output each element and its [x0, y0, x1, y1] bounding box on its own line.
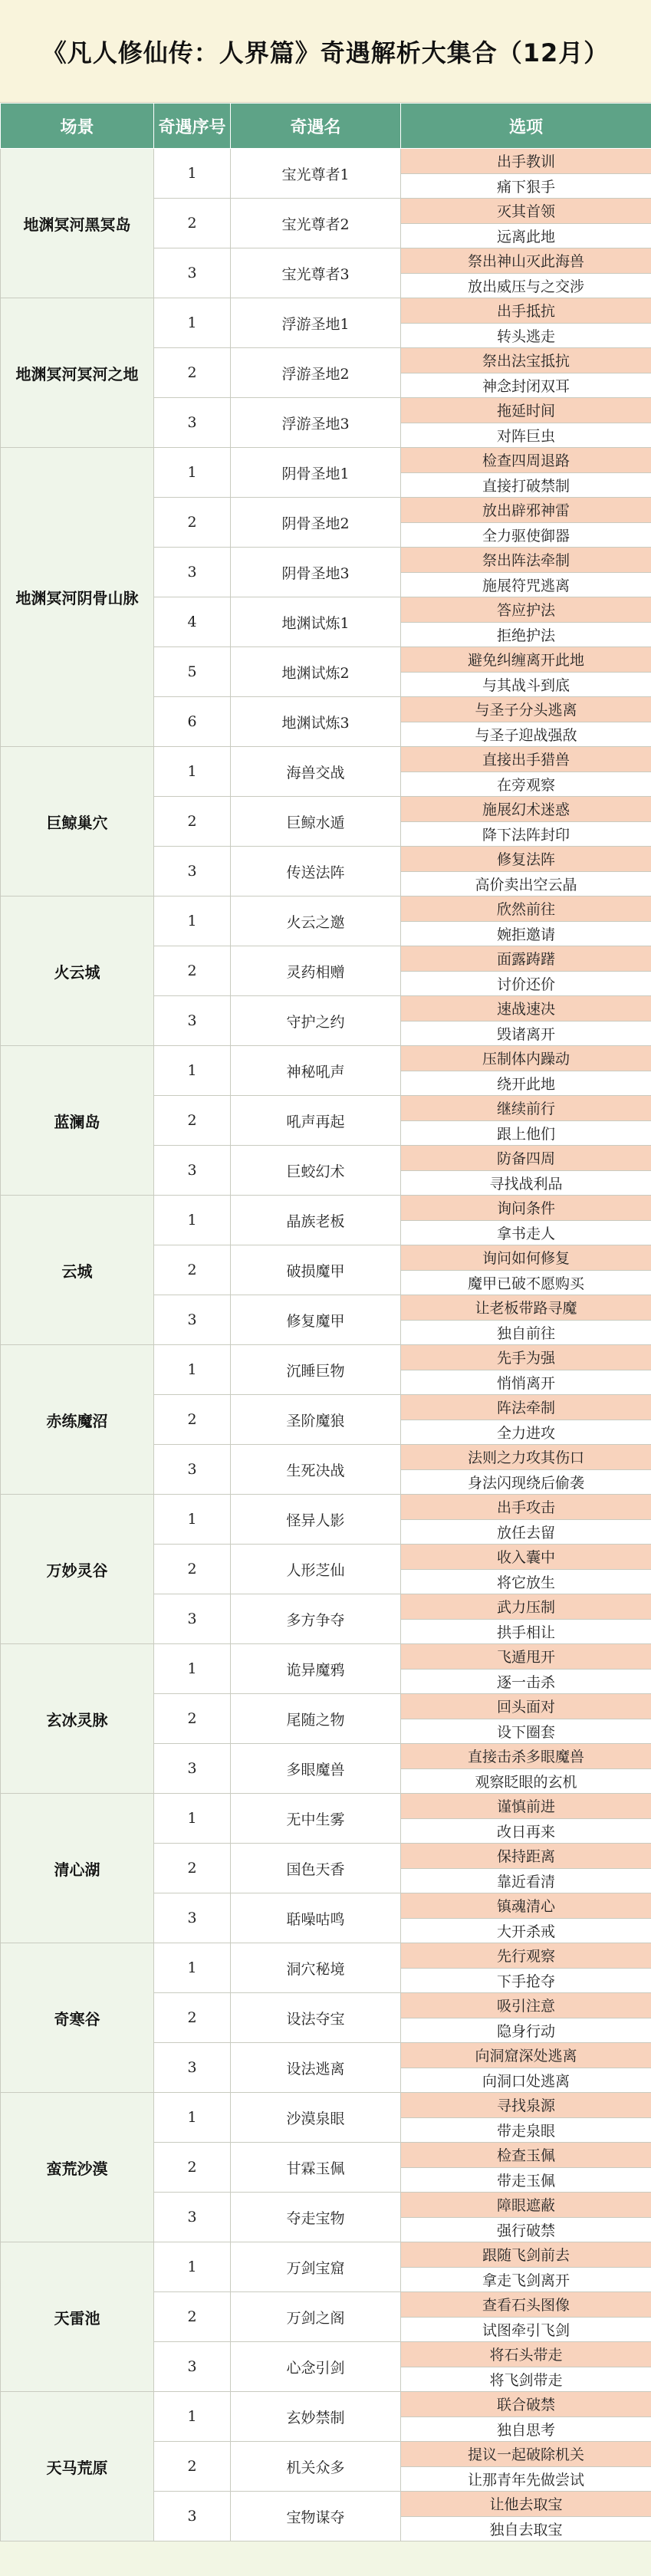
encounter-number-cell: 1 — [154, 2242, 231, 2292]
option-cell: 痛下狠手 — [401, 173, 651, 199]
header-scene: 场景 — [1, 104, 154, 149]
option-cell: 出手抵抗 — [401, 298, 651, 324]
encounter-name-cell: 人形芝仙 — [231, 1545, 401, 1594]
option-cell: 高价卖出空云晶 — [401, 871, 651, 897]
table-row — [1, 897, 651, 922]
option-cell: 拿书走人 — [401, 1220, 651, 1245]
encounter-name-cell: 设法逃离 — [231, 2043, 401, 2093]
header-encounter-number: 奇遇序号 — [154, 104, 231, 149]
encounter-name-cell: 地渊试炼1 — [231, 597, 401, 647]
encounter-name-cell: 夺走宝物 — [231, 2193, 401, 2242]
table-row — [1, 2093, 651, 2118]
scene-cell: 蓝澜岛 — [1, 1046, 154, 1196]
option-cell: 转头逃走 — [401, 323, 651, 348]
scene-cell: 地渊冥河阴骨山脉 — [1, 448, 154, 747]
encounter-number-cell: 1 — [154, 747, 231, 797]
option-cell: 欣然前往 — [401, 897, 651, 922]
table-row — [1, 2392, 651, 2417]
option-cell: 直接打破禁制 — [401, 472, 651, 498]
option-cell: 吸引注意 — [401, 1993, 651, 2018]
encounter-name-cell: 沙漠泉眼 — [231, 2093, 401, 2143]
table-row — [1, 448, 651, 473]
option-cell: 直接出手猎兽 — [401, 747, 651, 772]
option-cell: 放出辟邪神雷 — [401, 498, 651, 523]
option-cell: 提议一起破除机关 — [401, 2442, 651, 2467]
option-cell: 寻找战利品 — [401, 1170, 651, 1196]
encounter-number-cell: 2 — [154, 2442, 231, 2492]
encounter-name-cell: 吼声再起 — [231, 1096, 401, 1146]
option-cell: 速战速决 — [401, 996, 651, 1022]
encounter-name-cell: 聒噪咕鸣 — [231, 1893, 401, 1943]
encounter-number-cell: 3 — [154, 1594, 231, 1644]
encounter-name-cell: 晶族老板 — [231, 1196, 401, 1245]
encounter-number-cell: 1 — [154, 1196, 231, 1245]
option-cell: 向洞口处逃离 — [401, 2068, 651, 2093]
option-cell: 检查四周退路 — [401, 448, 651, 473]
encounter-number-cell: 2 — [154, 1694, 231, 1744]
option-cell: 法则之力攻其伤口 — [401, 1445, 651, 1470]
encounter-number-cell: 3 — [154, 2043, 231, 2093]
option-cell: 先行观察 — [401, 1943, 651, 1969]
option-cell: 将石头带走 — [401, 2342, 651, 2367]
table-row — [1, 298, 651, 324]
option-cell: 查看石头图像 — [401, 2292, 651, 2318]
encounter-number-cell: 3 — [154, 1146, 231, 1196]
option-cell: 将它放生 — [401, 1569, 651, 1594]
option-cell: 寻找泉源 — [401, 2093, 651, 2118]
option-cell: 拒绝护法 — [401, 622, 651, 647]
option-cell: 施展幻术迷惑 — [401, 797, 651, 822]
option-cell: 独自前往 — [401, 1320, 651, 1345]
encounter-number-cell: 1 — [154, 1794, 231, 1844]
header-encounter-name: 奇遇名 — [231, 104, 401, 149]
encounter-name-cell: 宝光尊者3 — [231, 248, 401, 298]
option-cell: 带走泉眼 — [401, 2117, 651, 2143]
scene-cell: 地渊冥河黑冥岛 — [1, 149, 154, 298]
option-cell: 出手教训 — [401, 149, 651, 174]
option-cell: 对阵巨虫 — [401, 423, 651, 448]
table-row — [1, 747, 651, 772]
encounter-number-cell: 3 — [154, 996, 231, 1046]
option-cell: 全力进攻 — [401, 1420, 651, 1445]
option-cell: 与圣子迎战强敌 — [401, 722, 651, 747]
option-cell: 试图牵引飞剑 — [401, 2317, 651, 2342]
scene-cell: 玄冰灵脉 — [1, 1644, 154, 1794]
option-cell: 全力驱使御器 — [401, 522, 651, 548]
encounter-name-cell: 多方争夺 — [231, 1594, 401, 1644]
encounter-number-cell: 1 — [154, 1943, 231, 1993]
option-cell: 出手攻击 — [401, 1495, 651, 1520]
option-cell: 避免纠缠离开此地 — [401, 647, 651, 673]
encounter-name-cell: 心念引剑 — [231, 2342, 401, 2392]
option-cell: 祭出神山灭此海兽 — [401, 248, 651, 274]
table-row — [1, 1495, 651, 1520]
header-options: 选项 — [401, 104, 651, 149]
encounter-name-cell: 修复魔甲 — [231, 1295, 401, 1345]
option-cell: 讨价还价 — [401, 971, 651, 996]
encounter-name-cell: 浮游圣地3 — [231, 398, 401, 448]
encounter-name-cell: 地渊试炼2 — [231, 647, 401, 697]
encounter-number-cell: 1 — [154, 2392, 231, 2442]
option-cell: 大开杀戒 — [401, 1918, 651, 1943]
scene-cell: 赤练魔沼 — [1, 1345, 154, 1495]
option-cell: 靠近看清 — [401, 1868, 651, 1893]
option-cell: 让那青年先做尝试 — [401, 2466, 651, 2492]
option-cell: 带走玉佩 — [401, 2167, 651, 2193]
option-cell: 与其战斗到底 — [401, 672, 651, 697]
encounter-name-cell: 多眼魔兽 — [231, 1744, 401, 1794]
encounter-number-cell: 2 — [154, 1844, 231, 1893]
option-cell: 独自去取宝 — [401, 2516, 651, 2541]
encounter-table — [0, 103, 651, 2541]
option-cell: 让他去取宝 — [401, 2492, 651, 2517]
option-cell: 防备四周 — [401, 1146, 651, 1171]
option-cell: 神念封闭双耳 — [401, 373, 651, 398]
encounter-number-cell: 2 — [154, 1096, 231, 1146]
option-cell: 将飞剑带走 — [401, 2367, 651, 2392]
encounter-number-cell: 3 — [154, 2492, 231, 2541]
option-cell: 绕开此地 — [401, 1071, 651, 1096]
encounter-number-cell: 3 — [154, 2342, 231, 2392]
option-cell: 直接击杀多眼魔兽 — [401, 1744, 651, 1769]
option-cell: 灭其首领 — [401, 199, 651, 224]
scene-cell: 云城 — [1, 1196, 154, 1345]
option-cell: 魔甲已破不愿购买 — [401, 1270, 651, 1295]
option-cell: 武力压制 — [401, 1594, 651, 1620]
encounter-number-cell: 2 — [154, 1395, 231, 1445]
encounter-number-cell: 2 — [154, 1545, 231, 1594]
option-cell: 拱手相让 — [401, 1619, 651, 1644]
table-header-row — [1, 104, 651, 149]
option-cell: 面露踌躇 — [401, 946, 651, 972]
encounter-name-cell: 国色天香 — [231, 1844, 401, 1893]
encounter-number-cell: 3 — [154, 847, 231, 897]
encounter-name-cell: 沉睡巨物 — [231, 1345, 401, 1395]
option-cell: 飞遁甩开 — [401, 1644, 651, 1670]
encounter-name-cell: 灵药相赠 — [231, 946, 401, 996]
table-row — [1, 1794, 651, 1819]
encounter-name-cell: 神秘吼声 — [231, 1046, 401, 1096]
scene-cell: 蛮荒沙漠 — [1, 2093, 154, 2242]
option-cell: 祭出法宝抵抗 — [401, 348, 651, 373]
encounter-name-cell: 阴骨圣地2 — [231, 498, 401, 548]
encounter-name-cell: 怪异人影 — [231, 1495, 401, 1545]
encounter-number-cell: 1 — [154, 1046, 231, 1096]
option-cell: 悄悄离开 — [401, 1370, 651, 1395]
encounter-name-cell: 宝光尊者2 — [231, 199, 401, 248]
option-cell: 观察眨眼的玄机 — [401, 1768, 651, 1794]
option-cell: 询问如何修复 — [401, 1245, 651, 1271]
scene-cell: 地渊冥河冥河之地 — [1, 298, 154, 448]
encounter-number-cell: 6 — [154, 697, 231, 747]
encounter-number-cell: 2 — [154, 1993, 231, 2043]
option-cell: 回头面对 — [401, 1694, 651, 1719]
option-cell: 收入囊中 — [401, 1545, 651, 1570]
option-cell: 答应护法 — [401, 597, 651, 623]
encounter-name-cell: 阴骨圣地1 — [231, 448, 401, 498]
table-row — [1, 1345, 651, 1370]
option-cell: 祭出阵法牵制 — [401, 548, 651, 573]
encounter-name-cell: 尾随之物 — [231, 1694, 401, 1744]
encounter-number-cell: 3 — [154, 1295, 231, 1345]
encounter-name-cell: 火云之邀 — [231, 897, 401, 946]
encounter-number-cell: 3 — [154, 548, 231, 597]
encounter-name-cell: 巨鲸水遁 — [231, 797, 401, 847]
scene-cell: 天雷池 — [1, 2242, 154, 2392]
encounter-number-cell: 3 — [154, 398, 231, 448]
encounter-name-cell: 机关众多 — [231, 2442, 401, 2492]
encounter-name-cell: 万剑之阁 — [231, 2292, 401, 2342]
encounter-name-cell: 甘霖玉佩 — [231, 2143, 401, 2193]
encounter-name-cell: 守护之约 — [231, 996, 401, 1046]
encounter-number-cell: 3 — [154, 1445, 231, 1495]
encounter-number-cell: 2 — [154, 1245, 231, 1295]
encounter-name-cell: 浮游圣地2 — [231, 348, 401, 398]
encounter-name-cell: 浮游圣地1 — [231, 298, 401, 348]
encounter-number-cell: 4 — [154, 597, 231, 647]
option-cell: 向洞窟深处逃离 — [401, 2043, 651, 2068]
encounter-name-cell: 巨蛟幻术 — [231, 1146, 401, 1196]
encounter-number-cell: 2 — [154, 199, 231, 248]
option-cell: 与圣子分头逃离 — [401, 697, 651, 722]
encounter-number-cell: 1 — [154, 2093, 231, 2143]
option-cell: 询问条件 — [401, 1196, 651, 1221]
encounter-name-cell: 宝物谋夺 — [231, 2492, 401, 2541]
page-title: 《凡人修仙传：人界篇》奇遇解析大集合（12月） — [41, 38, 610, 67]
encounter-number-cell: 1 — [154, 1345, 231, 1395]
encounter-name-cell: 宝光尊者1 — [231, 149, 401, 199]
option-cell: 强行破禁 — [401, 2217, 651, 2242]
encounter-number-cell: 1 — [154, 298, 231, 348]
encounter-number-cell: 2 — [154, 348, 231, 398]
encounter-name-cell: 海兽交战 — [231, 747, 401, 797]
table-row — [1, 2242, 651, 2268]
option-cell: 施展符咒逃离 — [401, 572, 651, 597]
encounter-name-cell: 圣阶魔狼 — [231, 1395, 401, 1445]
encounter-name-cell: 万剑宝窟 — [231, 2242, 401, 2292]
option-cell: 改日再来 — [401, 1818, 651, 1844]
option-cell: 拖延时间 — [401, 398, 651, 423]
option-cell: 障眼遮蔽 — [401, 2193, 651, 2218]
table-row — [1, 1943, 651, 1969]
option-cell: 下手抢夺 — [401, 1968, 651, 1993]
option-cell: 隐身行动 — [401, 2018, 651, 2043]
option-cell: 检查玉佩 — [401, 2143, 651, 2168]
option-cell: 谨慎前进 — [401, 1794, 651, 1819]
encounter-number-cell: 1 — [154, 897, 231, 946]
encounter-number-cell: 1 — [154, 149, 231, 199]
option-cell: 拿走飞剑离开 — [401, 2267, 651, 2292]
option-cell: 逐一击杀 — [401, 1669, 651, 1694]
option-cell: 远离此地 — [401, 223, 651, 248]
table-row — [1, 149, 651, 174]
option-cell: 压制体内躁动 — [401, 1046, 651, 1071]
option-cell: 联合破禁 — [401, 2392, 651, 2417]
scene-cell: 天马荒原 — [1, 2392, 154, 2541]
encounter-name-cell: 无中生雾 — [231, 1794, 401, 1844]
encounter-name-cell: 设法夺宝 — [231, 1993, 401, 2043]
table-row — [1, 1046, 651, 1071]
option-cell: 镇魂清心 — [401, 1893, 651, 1919]
encounter-number-cell: 5 — [154, 647, 231, 697]
encounter-number-cell: 2 — [154, 2143, 231, 2193]
scene-cell: 万妙灵谷 — [1, 1495, 154, 1644]
scene-cell: 清心湖 — [1, 1794, 154, 1943]
option-cell: 先手为强 — [401, 1345, 651, 1370]
encounter-number-cell: 3 — [154, 2193, 231, 2242]
table-row — [1, 1644, 651, 1670]
encounter-name-cell: 破损魔甲 — [231, 1245, 401, 1295]
option-cell: 在旁观察 — [401, 771, 651, 797]
encounter-number-cell: 2 — [154, 946, 231, 996]
encounter-number-cell: 1 — [154, 448, 231, 498]
option-cell: 修复法阵 — [401, 847, 651, 872]
encounter-name-cell: 洞穴秘境 — [231, 1943, 401, 1993]
option-cell: 设下圈套 — [401, 1719, 651, 1744]
option-cell: 放任去留 — [401, 1519, 651, 1545]
option-cell: 保持距离 — [401, 1844, 651, 1869]
option-cell: 阵法牵制 — [401, 1395, 651, 1420]
option-cell: 毁诸离开 — [401, 1021, 651, 1046]
encounter-number-cell: 3 — [154, 1744, 231, 1794]
option-cell: 跟随飞剑前去 — [401, 2242, 651, 2268]
option-cell: 让老板带路寻魔 — [401, 1295, 651, 1321]
scene-cell: 巨鲸巢穴 — [1, 747, 154, 897]
encounter-name-cell: 诡异魔鸦 — [231, 1644, 401, 1694]
encounter-name-cell: 地渊试炼3 — [231, 697, 401, 747]
table-body — [1, 149, 651, 2541]
scene-cell: 火云城 — [1, 897, 154, 1046]
option-cell: 继续前行 — [401, 1096, 651, 1121]
table-row — [1, 1196, 651, 1221]
encounter-name-cell: 阴骨圣地3 — [231, 548, 401, 597]
option-cell: 降下法阵封印 — [401, 821, 651, 847]
encounter-name-cell: 玄妙禁制 — [231, 2392, 401, 2442]
encounter-number-cell: 1 — [154, 1495, 231, 1545]
encounter-number-cell: 2 — [154, 498, 231, 548]
encounter-number-cell: 2 — [154, 2292, 231, 2342]
encounter-number-cell: 1 — [154, 1644, 231, 1694]
encounter-number-cell: 3 — [154, 1893, 231, 1943]
option-cell: 独自思考 — [401, 2416, 651, 2442]
encounter-name-cell: 生死决战 — [231, 1445, 401, 1495]
option-cell: 婉拒邀请 — [401, 921, 651, 946]
scene-cell: 奇寒谷 — [1, 1943, 154, 2093]
encounter-number-cell: 2 — [154, 797, 231, 847]
encounter-name-cell: 传送法阵 — [231, 847, 401, 897]
header — [0, 0, 651, 103]
encounter-number-cell: 3 — [154, 248, 231, 298]
option-cell: 放出威压与之交涉 — [401, 273, 651, 298]
option-cell: 跟上他们 — [401, 1120, 651, 1146]
option-cell: 身法闪现绕后偷袭 — [401, 1469, 651, 1495]
